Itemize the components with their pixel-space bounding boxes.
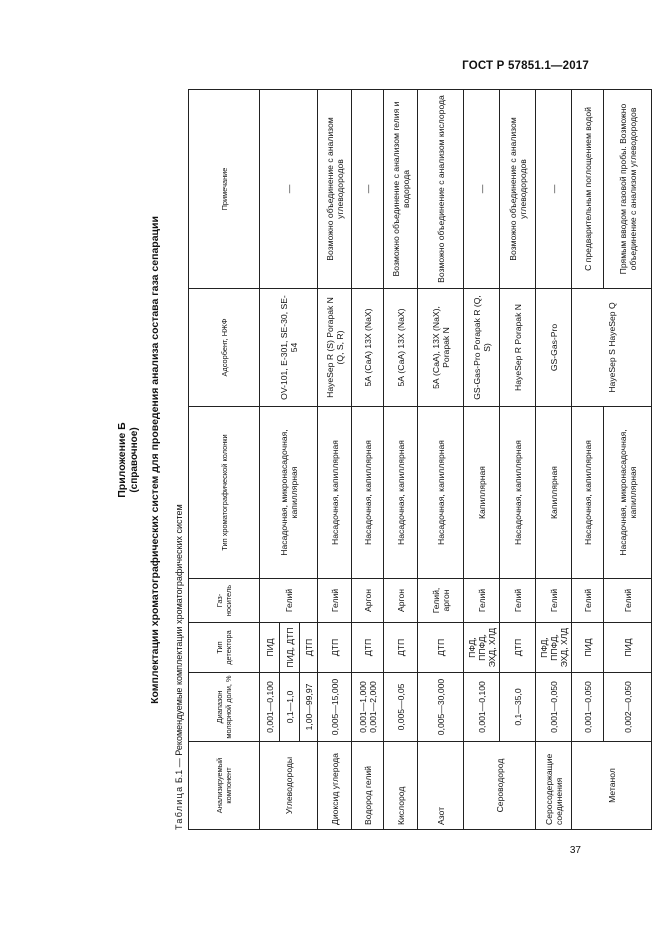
cell-note: С предварительным поглощением водой bbox=[572, 90, 604, 289]
cell-adsorbent: GS-Gas-Pro Porapak R (Q, S) bbox=[464, 289, 500, 407]
cell-detector: ПФД, ППФД, ЭХД, ХЛД bbox=[536, 623, 572, 673]
cell-range: 0,002—0,050 bbox=[604, 673, 652, 742]
cell-detector: ПИД bbox=[572, 623, 604, 673]
cell-range: 0,005—0,05 bbox=[384, 673, 418, 742]
cell-adsorbent: HayeSep R (S) Porapak N (Q, S, R) bbox=[318, 289, 352, 407]
cell-component: Метанол bbox=[572, 742, 652, 830]
cell-note: — bbox=[536, 90, 572, 289]
cell-component: Диоксид углерода bbox=[318, 742, 352, 830]
cell-component: Серосодержащие соединения bbox=[536, 742, 572, 830]
main-title: Комплектации хроматографических систем для проведения анализа состава газа сепарации bbox=[149, 216, 161, 704]
configurations-table bbox=[188, 89, 652, 830]
cell-range: 0,005—15,000 bbox=[318, 673, 352, 742]
appendix-title: Приложение Б bbox=[116, 422, 128, 498]
cell-carrier: Аргон bbox=[352, 579, 384, 623]
table-header-row bbox=[189, 90, 260, 830]
cell-range: 0,1—35,0 bbox=[500, 673, 536, 742]
cell-carrier: Гелий, аргон bbox=[418, 579, 464, 623]
cell-detector: ДТП bbox=[418, 623, 464, 673]
col-header-adsorbent: Адсорбент, НЖФ bbox=[189, 289, 260, 407]
cell-column-type: Насадочная, капиллярная bbox=[500, 407, 536, 579]
cell-component: Водород гелий bbox=[352, 742, 384, 830]
table-row bbox=[572, 90, 604, 830]
cell-adsorbent: 5А (СаА) 13Х (NaX) bbox=[384, 289, 418, 407]
cell-column-type: Капиллярная bbox=[536, 407, 572, 579]
cell-note: Прямым вводом газовой пробы. Возможно объединение с анализом углеводородов bbox=[604, 90, 652, 289]
cell-note: Возможно объединение с анализом кислорода bbox=[418, 90, 464, 289]
table-caption bbox=[174, 504, 184, 830]
cell-carrier: Гелий bbox=[318, 579, 352, 623]
cell-range: 0,001—1,000 0,001—2,000 bbox=[352, 673, 384, 742]
cell-adsorbent: GS-Gas-Pro bbox=[536, 289, 572, 407]
cell-range: 1,00—99,97 bbox=[300, 673, 318, 742]
table-row bbox=[384, 90, 418, 830]
cell-range: 0,001—0,050 bbox=[572, 673, 604, 742]
cell-component: Углеводороды bbox=[260, 742, 318, 830]
standard-number: ГОСТ Р 57851.1—2017 bbox=[462, 60, 589, 72]
col-header-range: Диапазон молярной доли, % bbox=[189, 673, 260, 742]
table-row bbox=[418, 90, 464, 830]
table-row bbox=[464, 90, 500, 830]
cell-adsorbent: 5А (СаА) 13Х (NaX) bbox=[352, 289, 384, 407]
cell-detector: ПИД, ДТП bbox=[280, 623, 300, 673]
col-header-note: Примечание bbox=[189, 90, 260, 289]
cell-adsorbent: OV-101, E-301, SE-30, SE-54 bbox=[260, 289, 318, 407]
page-number: 37 bbox=[569, 845, 581, 856]
table-row bbox=[500, 90, 536, 830]
cell-carrier: Аргон bbox=[384, 579, 418, 623]
cell-note: — bbox=[352, 90, 384, 289]
cell-component: Азот bbox=[418, 742, 464, 830]
col-header-component: Анализируемый компонент bbox=[189, 742, 260, 830]
cell-adsorbent: 5А (СаА), 13Х (NaX), Porapak N bbox=[418, 289, 464, 407]
col-header-detector: Тип детектора bbox=[189, 623, 260, 673]
table-row bbox=[604, 90, 652, 830]
cell-note: Возможно объединение с анализом гелия и водорода bbox=[384, 90, 418, 289]
cell-carrier: Гелий bbox=[500, 579, 536, 623]
table-row bbox=[260, 90, 280, 830]
cell-note: Возможно объединение с анализом углеводородов bbox=[318, 90, 352, 289]
cell-detector: ДТП bbox=[352, 623, 384, 673]
cell-column-type: Насадочная, микронасадочная, капиллярная bbox=[604, 407, 652, 579]
appendix-subtitle: (справочное) bbox=[129, 427, 140, 493]
cell-component: Сероводород bbox=[464, 742, 536, 830]
cell-detector: ДТП bbox=[300, 623, 318, 673]
cell-range: 0,001—0,100 bbox=[260, 673, 280, 742]
table-row bbox=[536, 90, 572, 830]
cell-carrier: Гелий bbox=[536, 579, 572, 623]
cell-note: — bbox=[260, 90, 318, 289]
cell-column-type: Насадочная, капиллярная bbox=[318, 407, 352, 579]
cell-adsorbent: HayeSep R Porapak N bbox=[500, 289, 536, 407]
table-caption-text: Б.1 — Рекомендуемые комплектации хроматографических систем bbox=[174, 504, 184, 786]
cell-column-type: Насадочная, капиллярная bbox=[418, 407, 464, 579]
cell-carrier: Гелий bbox=[464, 579, 500, 623]
cell-column-type: Капиллярная bbox=[464, 407, 500, 579]
cell-range: 0,001—0,050 bbox=[536, 673, 572, 742]
cell-column-type: Насадочная, капиллярная bbox=[384, 407, 418, 579]
rotated-content bbox=[112, 90, 638, 830]
cell-column-type: Насадочная, микронасадочная, капиллярная bbox=[260, 407, 318, 579]
cell-detector: ДТП bbox=[318, 623, 352, 673]
cell-range: 0,1—1,0 bbox=[280, 673, 300, 742]
cell-range: 0,001—0,100 bbox=[464, 673, 500, 742]
cell-detector: ПИД bbox=[260, 623, 280, 673]
cell-note: — bbox=[464, 90, 500, 289]
cell-column-type: Насадочная, капиллярная bbox=[352, 407, 384, 579]
cell-detector: ПФД, ППФД, ЭХД, ХЛД bbox=[464, 623, 500, 673]
table-row bbox=[318, 90, 352, 830]
cell-component: Кислород bbox=[384, 742, 418, 830]
cell-adsorbent: HayeSep S HayeSep Q bbox=[572, 289, 652, 407]
cell-detector: ДТП bbox=[384, 623, 418, 673]
cell-carrier: Гелий bbox=[604, 579, 652, 623]
col-header-carrier: Газ-носитель bbox=[189, 579, 260, 623]
cell-column-type: Насадочная, капиллярная bbox=[572, 407, 604, 579]
cell-note: Возможно объединение с анализом углеводородов bbox=[500, 90, 536, 289]
cell-range: 0,005—30,000 bbox=[418, 673, 464, 742]
table-caption-prefix: Таблица bbox=[174, 785, 184, 830]
table-row bbox=[352, 90, 384, 830]
cell-carrier: Гелий bbox=[572, 579, 604, 623]
cell-detector: ПИД bbox=[604, 623, 652, 673]
cell-carrier: Гелий bbox=[260, 579, 318, 623]
cell-detector: ДТП bbox=[500, 623, 536, 673]
col-header-column: Тип хроматографической колонки bbox=[189, 407, 260, 579]
